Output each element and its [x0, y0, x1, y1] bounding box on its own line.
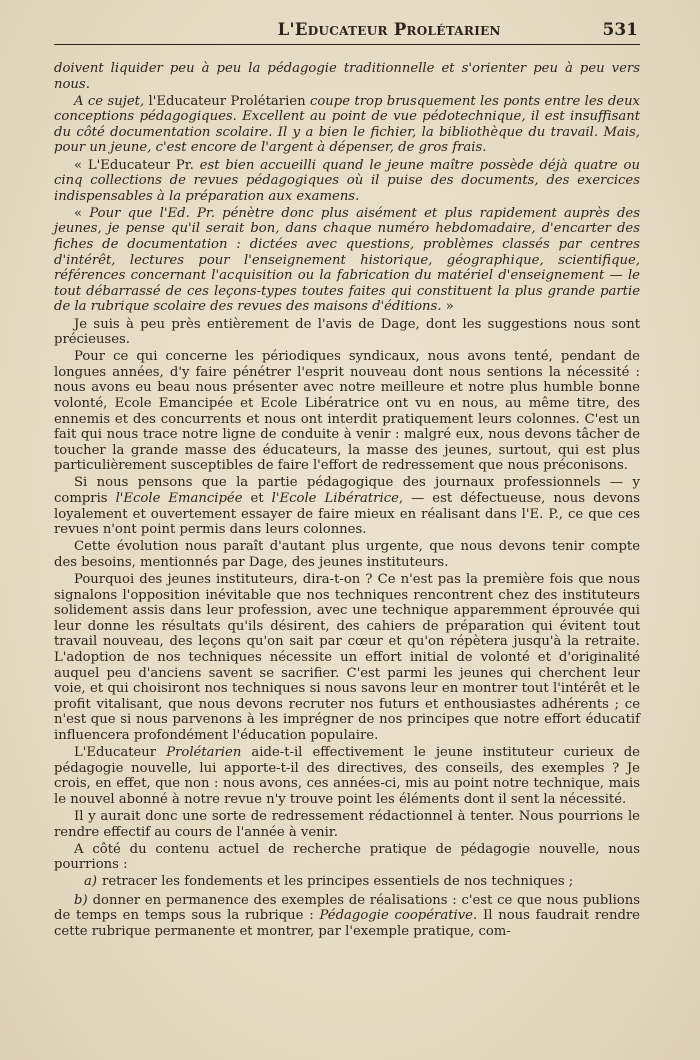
list-text-b-c: Il nous faudrait rendre cette rubrique permanente et montrer, par l'exemple pratique, com- [54, 908, 640, 940]
list-item-b [54, 893, 640, 940]
paragraph-11: Il y aurait donc une sorte de redressement rédactionnel à tenter. Nous pourrions le rendre effectif au cours de l'année à venir. [54, 808, 640, 840]
paragraph-5: Je suis à peu près entièrement de l'avis de Dage, dont les suggestions nous sont précieuses. [54, 316, 640, 348]
paragraph-9: Pourquoi des jeunes instituteurs, dira-t-on ? Ce n'est pas la première fois que nous signalons l'opposition inévitable que nos techniques rencontrent chez des instituteurs solidement assis dans leur profession, avec une technique apparemment éprouvée qui leur donne les résultats qu'ils désirent, des cahiers de préparation qui évitent tout travail nouveau, des leçons qu'on sait par cœur et qu'on répètera jusqu'à la retraite. L'adoption de nos techniques nécessite un effort initial de volonté et d'originalité auquel peu d'anciens savent se sacrifier. C'est parmi les jeunes qui cherchent leur voie, et qui choisiront nos techniques si nous savons leur en montrer tout l'intérêt et le profit vitalisant, que nous devons recruter nos futurs et enthousiastes adhérents ; ce n'est que si nous parvenons à les imprégner de nos principes que notre effort éducatif influencera profondément l'éducation populaire. [54, 572, 640, 743]
paragraph-2 [54, 94, 640, 156]
p7-span-b: l'Ecole Emancipée [115, 491, 243, 507]
list-item-a [54, 874, 640, 890]
p10-span-a: L'Educateur [74, 745, 167, 761]
page-header [54, 20, 640, 45]
page-number: 531 [602, 20, 638, 40]
p4-span-c: » [441, 299, 454, 315]
p10-span-b: Prolétarien [166, 745, 242, 761]
paragraph-4 [54, 206, 640, 315]
body-text [54, 61, 640, 940]
p7-span-d: l'Ecole Libératrice [271, 491, 399, 507]
p7-span-c: et [242, 491, 272, 507]
p3-span-a: « L'Educateur Pr. [74, 157, 200, 173]
paragraph-8: Cette évolution nous paraît d'autant plus urgente, que nous devons tenir compte des besoins, mentionnés par Dage, des jeunes instituteurs. [54, 539, 640, 570]
p4-span-b: Pour que l'Ed. Pr. pénètre donc plus aisément et plus rapidement auprès des jeunes, je pense qu'il serait bon, dans chaque numéro hebdomadaire, d'encarter des fiches de documentation : dictées avec questions, problèmes classés par centres d'intérêt, lectures pour l'enseignement historique, géographique, scientifique, références concernant l'acquisition ou la fabrication du matériel d'enseignement — le tout débarrassé de ces leçons-types toutes faites qui constituent la plus grande partie de la rubrique scolaire des revues des maisons d'éditions. [54, 205, 640, 315]
list-text-b-b: Pédagogie coopérative. [319, 908, 478, 924]
running-title: L'Educateur Prolétarien [277, 20, 501, 39]
paragraph-6: Pour ce qui concerne les périodiques syndicaux, nous avons tenté, pendant de longues années, d'y faire pénétrer l'esprit nouveau dont nous sentions la nécessité : nous avons eu beau nous présenter avec notre meilleure et notre plus humble bonne volonté, Ecole Emancipée et Ecole Libératrice ont vu en nous, au même titre, des ennemis et des concurrents et nous ont interdit pratiquement leurs colonnes. C'est un fait qui nous trace notre ligne de conduite à venir : malgré eux, nous devons tâcher de toucher la grande masse des éducateurs, la masse des jeunes, surtout, qui est plus particulièrement susceptibles de faire l'effort de redressement que nous préconisons. [54, 349, 640, 474]
p4-span-a: « [74, 205, 90, 221]
list-marker-a: a) [84, 874, 98, 890]
p2-span-a: A ce sujet, [74, 93, 145, 109]
paragraph-1: doivent liquider peu à peu la pédagogie traditionnelle et s'orienter peu à peu vers nous. [54, 61, 640, 92]
paragraph-10 [54, 745, 640, 807]
list-text-b-a: donner en permanence des exemples de réalisations : c'est ce que nous publions de temps en temps sous la rubrique : [54, 892, 640, 924]
paragraph-7 [54, 475, 640, 537]
paragraph-12: A côté du contenu actuel de recherche pratique de pédagogie nouvelle, nous pourrions : [54, 841, 640, 873]
p10-span-c: aide-t-il effectivement le jeune instituteur curieux de pédagogie nouvelle, lui apporte-t-il des directives, des conseils, des exemples ? Je crois, en effet, que non : nous avons, ces années-ci, mis au point notre technique, mais le nouvel abonné à notre revue n'y trouve point les éléments dont il sent la nécessité. [54, 745, 640, 807]
paragraph-3 [54, 158, 640, 205]
p7-span-a: Si nous pensons que la partie pédagogique des journaux professionnels — y compris [54, 475, 640, 507]
list-text-a: retracer les fondements et les principes essentiels de nos techniques ; [102, 874, 574, 890]
p7-span-e: , — est défectueuse, nous devons loyalement et ouvertement essayer de faire mieux en réalisant dans l'E. P., ce que ces revues n'ont point permis dans leurs colonnes. [54, 491, 640, 538]
p2-span-b: l'Educateur Prolétarien [144, 93, 310, 109]
p2-span-c: coupe trop brusquement les ponts entre les deux conceptions pédagogiques. Excellent au point de vue pédotechnique, il est insuffisant du côté documentation scolaire. Il y a bien le fichier, la bibliothèque du travail. Mais, pour un jeune, c'est encore de l'argent à dépenser, de gros frais. [54, 93, 640, 156]
p3-span-b: est bien accueilli quand le jeune maître possède déjà quatre ou cinq collections de revues pédagogiques où il puise des documents, des exercices indispensables à la préparation aux examens. [54, 157, 640, 204]
list-marker-b: b) [74, 892, 88, 908]
